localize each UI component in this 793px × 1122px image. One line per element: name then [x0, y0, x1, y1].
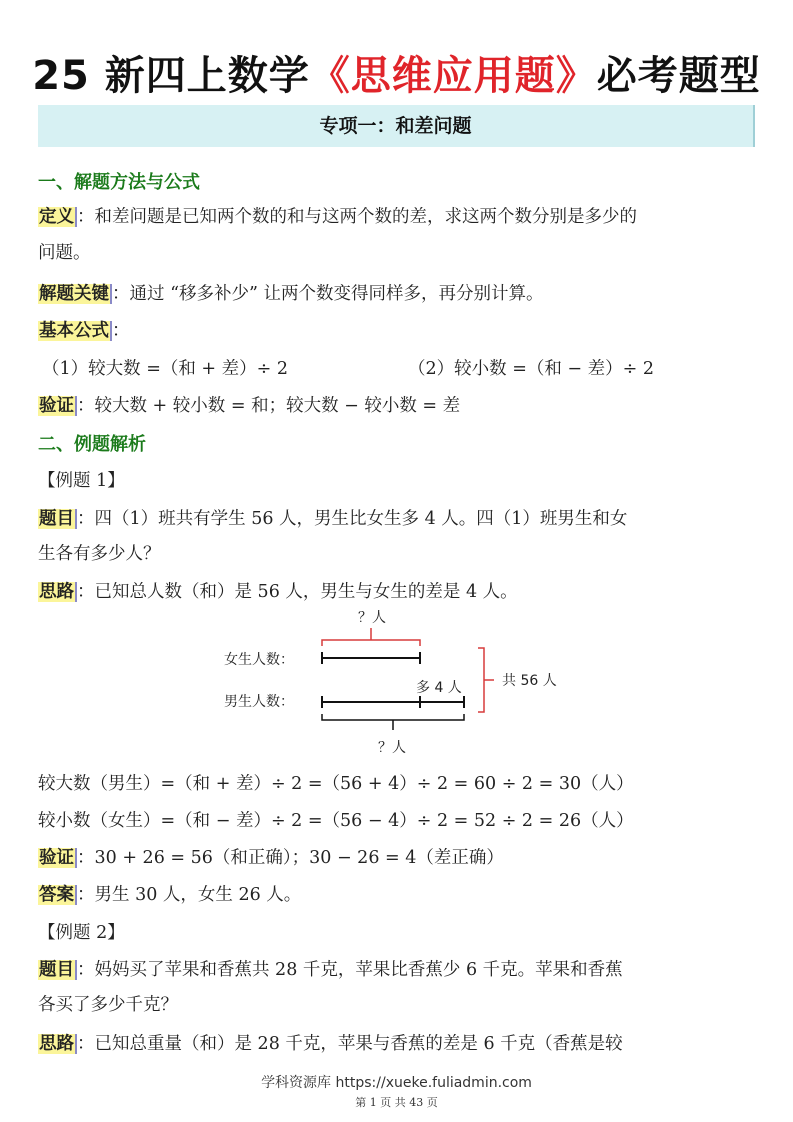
definition-text: ：和差问题是已知两个数的和与这两个数的差，求这两个数分别是多少的	[77, 207, 637, 227]
girls-label: 女生人数：	[224, 652, 294, 668]
question-text-2: ：妈妈买了苹果和香蕉共 28 千克，苹果比香蕉少 6 千克。苹果和香蕉	[77, 960, 623, 980]
example-1-answer	[38, 882, 301, 908]
thinking-tag: 思路	[38, 582, 77, 602]
key-tag: 解题关键	[38, 284, 112, 304]
example-2-question	[38, 957, 623, 983]
girls-segment	[322, 652, 420, 664]
calc-larger: 较大数（男生）=（和 + 差）÷ 2 =（56 + 4）÷ 2 = 60 ÷ 2 = 30（人）	[38, 774, 634, 794]
example-2-label: 【例题 2】	[38, 923, 125, 943]
verify-line	[38, 393, 460, 419]
bottom-question-label: ？人	[378, 740, 406, 756]
example-1-label: 【例题 1】	[38, 471, 125, 491]
verify-text-2: ：30 + 26 = 56（和正确）；30 − 26 = 4（差正确）	[77, 848, 504, 868]
boys-segment	[322, 696, 464, 708]
thinking-tag-2: 思路	[38, 1034, 77, 1054]
formula-tag: 基本公式	[38, 321, 112, 341]
formula-colon: ：	[112, 321, 130, 341]
top-question-label: ？人	[358, 610, 386, 626]
section-heading-examples: 二、例题解析	[38, 434, 146, 455]
boys-label: 男生人数：	[224, 694, 294, 710]
definition-line	[38, 204, 637, 230]
thinking-text: ：已知总人数（和）是 56 人，男生与女生的差是 4 人。	[77, 582, 518, 602]
title-prefix: 25 新四上数学	[32, 53, 310, 99]
answer-tag: 答案	[38, 885, 77, 905]
example-2-thinking	[38, 1031, 623, 1057]
bottom-brace	[322, 714, 464, 730]
example-1-thinking	[38, 579, 518, 605]
section-heading-methods: 一、解题方法与公式	[38, 172, 200, 193]
total-label: 共 56 人	[502, 673, 557, 689]
definition-tag: 定义	[38, 207, 77, 227]
verify-text: ：较大数 + 较小数 = 和；较大数 − 较小数 = 差	[77, 396, 461, 416]
question-tag: 题目	[38, 509, 77, 529]
question-text: ：四（1）班共有学生 56 人，男生比女生多 4 人。四（1）班男生和女	[77, 509, 628, 529]
key-text: ：通过 “移多补少” 让两个数变得同样多，再分别计算。	[112, 284, 544, 304]
formula-smaller: （2）较小数 =（和 − 差）÷ 2	[408, 359, 655, 379]
verify-tag: 验证	[38, 396, 77, 416]
title-highlight: 《思维应用题》	[309, 53, 597, 99]
verify-tag-2: 验证	[38, 848, 77, 868]
example-1-question	[38, 506, 627, 532]
line-segment-diagram	[220, 606, 580, 756]
example-2-question-cont: 各买了多少千克？	[38, 995, 178, 1015]
example-1-question-cont: 生各有多少人？	[38, 544, 161, 564]
footer-source: 学科资源库 https://xueke.fuliadmin.com	[261, 1075, 532, 1091]
page-title	[0, 44, 793, 101]
top-brace	[322, 628, 420, 646]
topic-banner: 专项一：和差问题	[38, 105, 755, 147]
formula-heading	[38, 318, 130, 344]
thinking-text-2: ：已知总重量（和）是 28 千克，苹果与香蕉的差是 6 千克（香蕉是较	[77, 1034, 623, 1054]
calc-smaller: 较小数（女生）=（和 − 差）÷ 2 =（56 − 4）÷ 2 = 52 ÷ 2 = 26（人）	[38, 811, 634, 831]
page-number: 第 1 页 共 43 页	[355, 1096, 438, 1109]
key-line	[38, 281, 544, 307]
definition-continuation: 问题。	[38, 243, 91, 263]
total-brace	[478, 648, 494, 712]
answer-text: ：男生 30 人，女生 26 人。	[77, 885, 302, 905]
question-tag-2: 题目	[38, 960, 77, 980]
more-label: 多 4 人	[416, 680, 462, 696]
formula-larger: （1）较大数 =（和 + 差）÷ 2	[42, 359, 289, 379]
example-1-verify	[38, 845, 504, 871]
title-suffix: 必考题型	[596, 53, 761, 99]
